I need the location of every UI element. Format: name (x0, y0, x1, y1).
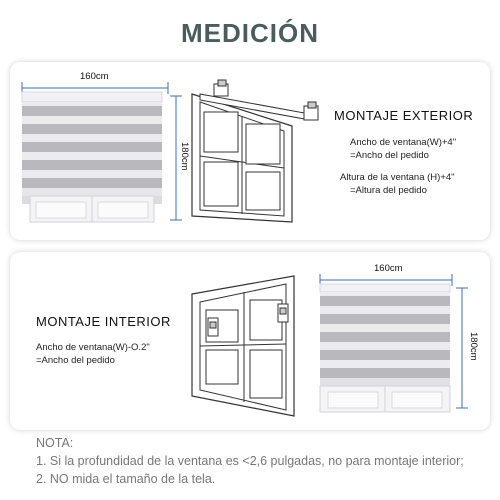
outside-mount-heading: MONTAJE EXTERIOR (334, 108, 474, 123)
inside-mount-window-drawing (192, 266, 312, 426)
outside-width-formula-line1: Ancho de ventana(W)+4" (350, 137, 457, 148)
outside-height-formula-line2: =Altura del pedido (350, 185, 427, 196)
outside-mount-window-drawing (192, 76, 332, 236)
inside-width-label: 160cm (374, 263, 403, 274)
note-item-2: 2. NO mida el tamaño de la tela. (36, 472, 216, 486)
inside-zebra-blind-image (320, 284, 450, 414)
outside-height-formula-line1: Altura de la ventana (H)+4" (340, 172, 455, 183)
width-label: 160cm (80, 71, 109, 82)
outside-mount-panel (10, 62, 490, 240)
zebra-blind-image (22, 92, 162, 224)
inside-height-label: 180cm (468, 332, 479, 361)
page-title: MEDICIÓN (181, 18, 319, 48)
inside-mount-panel (10, 252, 490, 430)
inside-mount-heading: MONTAJE INTERIOR (36, 314, 171, 329)
inside-width-formula-line1: Ancho de ventana(W)-O.2" (36, 342, 150, 353)
note-label: NOTA: (36, 436, 74, 450)
height-label: 180cm (179, 142, 190, 171)
outside-width-formula-line2: =Ancho del pedido (350, 150, 429, 161)
inside-height-dimension-line (456, 286, 468, 410)
inside-width-formula-line2: =Ancho del pedido (36, 355, 115, 366)
note-item-1: 1. Si la profundidad de la ventana es <2,6 pulgadas, no para montaje interior; (36, 454, 464, 468)
